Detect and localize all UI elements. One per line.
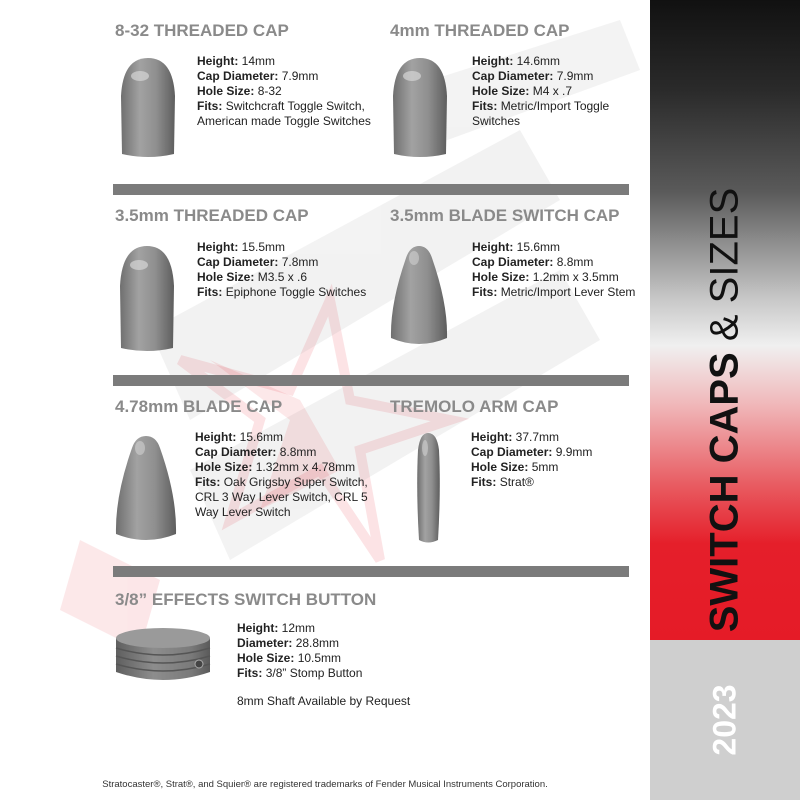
spec-value: 3/8” Stomp Button [265, 666, 363, 680]
sidebar-title-bold: SWITCH CAPS [702, 352, 747, 633]
spec-label: Height: [472, 54, 514, 68]
spec-label: Cap Diameter: [472, 69, 554, 83]
spec-value: Strat® [499, 475, 534, 489]
spec-value-cont: Way Lever Switch [195, 505, 291, 519]
specs-8-32-threaded-cap [197, 54, 371, 129]
spec-value: 7.9mm [281, 69, 319, 83]
spec-value: 14.6mm [516, 54, 561, 68]
spec-value: M4 x .7 [532, 84, 573, 98]
tremolo-arm-cap-image [412, 430, 444, 546]
spec-value: 15.6mm [516, 240, 561, 254]
spec-value: 8.8mm [556, 255, 594, 269]
spec-value: 14mm [241, 54, 276, 68]
section-title-effects-switch-button: 3/8” EFFECTS SWITCH BUTTON [115, 590, 377, 609]
spec-label: Hole Size: [472, 270, 530, 284]
spec-label: Fits: [197, 99, 223, 113]
spec-value: Epiphone Toggle Switches [225, 285, 367, 299]
spec-value: 15.5mm [241, 240, 286, 254]
spec-value: 5mm [531, 460, 559, 474]
spec-label: Hole Size: [237, 651, 295, 665]
sidebar-title-light: & SIZES [702, 187, 747, 342]
spec-label: Fits: [471, 475, 497, 489]
spec-value: 1.2mm x 3.5mm [532, 270, 619, 284]
section-title-3-5mm-threaded-cap: 3.5mm THREADED CAP [115, 206, 309, 225]
spec-value-cont: CRL 3 Way Lever Switch, CRL 5 [195, 490, 368, 504]
specs-effects-switch-button [237, 621, 362, 681]
spec-label: Hole Size: [471, 460, 529, 474]
spec-label: Height: [195, 430, 237, 444]
specs-tremolo-arm-cap [471, 430, 592, 490]
threaded-cap-3-5mm-image [116, 244, 178, 354]
sidebar-year: 2023 [706, 684, 743, 756]
spec-value: 8.8mm [279, 445, 317, 459]
spec-value: 8-32 [257, 84, 282, 98]
spec-label: Hole Size: [197, 84, 255, 98]
spec-value-cont: Switches [472, 114, 521, 128]
spec-label: Height: [197, 240, 239, 254]
section-title-tremolo-arm-cap: TREMOLO ARM CAP [390, 397, 559, 416]
specs-4-78mm-blade-cap [195, 430, 368, 520]
spec-value: 10.5mm [297, 651, 342, 665]
spec-value: Oak Grigsby Super Switch, [223, 475, 368, 489]
spec-label: Cap Diameter: [471, 445, 553, 459]
section-title-3-5mm-blade-switch-cap: 3.5mm BLADE SWITCH CAP [390, 206, 620, 225]
blade-switch-cap-3-5mm-image [388, 244, 450, 350]
spec-value: Switchcraft Toggle Switch, [225, 99, 365, 113]
section-divider [113, 566, 629, 577]
spec-value: 28.8mm [295, 636, 340, 650]
section-divider [113, 184, 629, 195]
spec-label: Fits: [195, 475, 221, 489]
spec-label: Hole Size: [197, 270, 255, 284]
spec-label: Height: [237, 621, 279, 635]
sidebar-banner [650, 0, 800, 800]
spec-label: Cap Diameter: [472, 255, 554, 269]
blade-cap-4-78mm-image [113, 434, 179, 546]
specs-4mm-threaded-cap [472, 54, 609, 129]
section-divider [113, 375, 629, 386]
section-title-4mm-threaded-cap: 4mm THREADED CAP [390, 21, 570, 40]
threaded-cap-8-32-image [118, 56, 178, 160]
sidebar-title [703, 188, 748, 633]
spec-label: Cap Diameter: [197, 69, 279, 83]
spec-value: Metric/Import Toggle [500, 99, 610, 113]
spec-label: Height: [471, 430, 513, 444]
spec-value: 1.32mm x 4.78mm [255, 460, 356, 474]
spec-label: Cap Diameter: [197, 255, 279, 269]
spec-value: 7.9mm [556, 69, 594, 83]
spec-label: Fits: [237, 666, 263, 680]
spec-label: Height: [197, 54, 239, 68]
spec-label: Height: [472, 240, 514, 254]
spec-label: Fits: [197, 285, 223, 299]
spec-label: Hole Size: [195, 460, 253, 474]
shaft-availability-note: 8mm Shaft Available by Request [237, 694, 411, 708]
spec-label: Fits: [472, 99, 498, 113]
spec-value: 15.6mm [239, 430, 284, 444]
spec-value: M3.5 x .6 [257, 270, 308, 284]
spec-value: 12mm [281, 621, 316, 635]
spec-value: Metric/Import Lever Stem [500, 285, 636, 299]
spec-value: 37.7mm [515, 430, 560, 444]
specs-3-5mm-threaded-cap [197, 240, 366, 300]
spec-value-cont: American made Toggle Switches [197, 114, 371, 128]
threaded-cap-4mm-image [390, 56, 450, 160]
spec-label: Cap Diameter: [195, 445, 277, 459]
trademark-footer: Stratocaster®, Strat®, and Squier® are registered trademarks of Fender Musical Instruments Corporation. [102, 779, 548, 790]
spec-label: Fits: [472, 285, 498, 299]
specs-3-5mm-blade-switch-cap [472, 240, 635, 300]
effects-switch-button-image [113, 624, 213, 686]
spec-value: 7.8mm [281, 255, 319, 269]
spec-value: 9.9mm [555, 445, 593, 459]
spec-label: Diameter: [237, 636, 293, 650]
spec-label: Hole Size: [472, 84, 530, 98]
section-title-4-78mm-blade-cap: 4.78mm BLADE CAP [115, 397, 283, 416]
section-title-8-32-threaded-cap: 8-32 THREADED CAP [115, 21, 289, 40]
